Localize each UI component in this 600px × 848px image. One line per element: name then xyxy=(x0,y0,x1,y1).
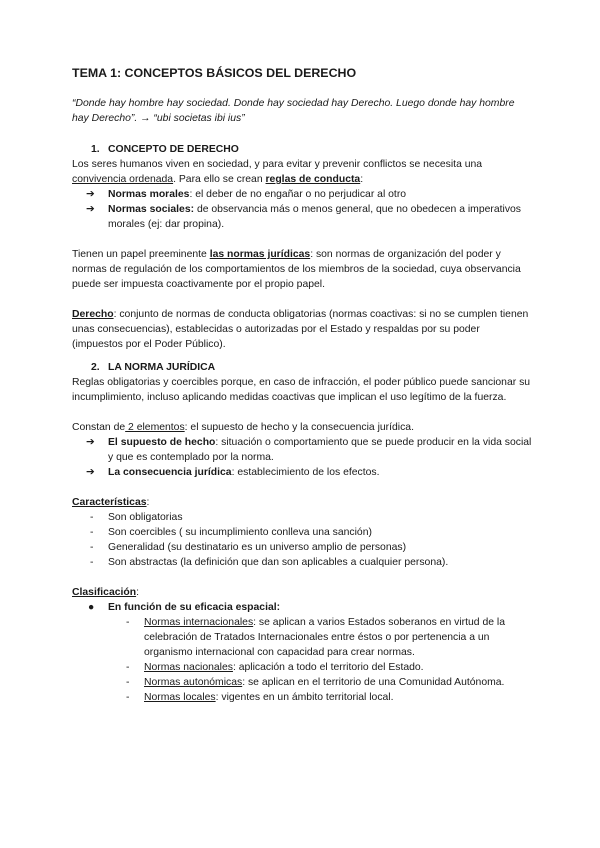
section-2-heading xyxy=(72,360,532,375)
dash-marker: - xyxy=(126,662,130,673)
reglas-de-conducta-term: reglas de conducta xyxy=(265,174,361,185)
bullet-icon: ● xyxy=(88,602,95,613)
normas-juridicas-paragraph: Tienen un papel preeminente las normas jurídicas: son normas de organización del poder y normas de regulación de los comportamientos de los miembros de la sociedad, cuya observancia puede ser impuesta coactivamente por el propio papel. xyxy=(72,249,521,290)
dash-marker: - xyxy=(90,527,94,538)
section-1-title: CONCEPTO DE DERECHO xyxy=(108,144,239,155)
dash-marker: - xyxy=(126,692,130,703)
list-item: - Normas autonómicas: se aplican en el territorio de una Comunidad Autónoma. xyxy=(126,677,505,688)
list-item: - Normas nacionales: aplicación a todo el territorio del Estado. xyxy=(126,662,424,673)
elementos-list xyxy=(72,435,532,480)
arrow-icon: ➔ xyxy=(86,189,95,200)
dash-marker: - xyxy=(126,677,130,688)
normas-juridicas-term: las normas jurídicas xyxy=(209,249,311,260)
section-1-intro: Los seres humanos viven en sociedad, y para evitar y prevenir conflictos se necesita una convivencia ordenada. Para ello se crean reglas de conducta: xyxy=(72,159,483,185)
elementos-term: 2 elementos xyxy=(125,422,185,433)
convivencia-ordenada-term: convivencia ordenada xyxy=(72,174,174,185)
clasificacion-list xyxy=(72,600,532,615)
opening-quote: “Donde hay hombre hay sociedad. Donde hay sociedad hay Derecho. Luego donde hay hombre hay Derecho”. → “ubi societas ibi ius” xyxy=(72,98,515,124)
list-item: ➔ La consecuencia jurídica: establecimiento de los efectos. xyxy=(86,467,380,478)
normas-list xyxy=(72,187,532,232)
document-page xyxy=(72,64,532,705)
dash-marker: - xyxy=(90,542,94,553)
arrow-icon: ➔ xyxy=(86,467,95,478)
section-2-intro: Reglas obligatorias y coercibles porque, en caso de infracción, el poder público puede sancionar su incumplimiento, incluso aplicando medidas coactivas que implican el uso legítimo de la fuerza. xyxy=(72,377,531,403)
section-2-title: LA NORMA JURÍDICA xyxy=(108,362,216,373)
dash-marker: - xyxy=(126,617,130,628)
clasificacion-heading: Clasificación: xyxy=(72,587,139,598)
dash-marker: - xyxy=(90,557,94,568)
list-item: ● En función de su eficacia espacial: xyxy=(88,602,281,613)
list-item: - Son obligatorias xyxy=(90,512,183,523)
caracteristicas-heading: Características: xyxy=(72,497,150,508)
section-1-heading xyxy=(72,142,532,157)
elementos-paragraph: Constan de 2 elementos: el supuesto de hecho y la consecuencia jurídica. xyxy=(72,422,414,433)
list-item: ➔ Normas morales: el deber de no engañar o no perjudicar al otro xyxy=(86,189,407,200)
arrow-icon: ➔ xyxy=(86,437,95,448)
derecho-definition: Derecho: conjunto de normas de conducta obligatorias (normas coactivas: si no se cumplen tienen unas consecuencias), establecidas o autorizadas por el Estado y respaldas por su poder (impuestos por el Poder Público). xyxy=(72,309,529,350)
dash-marker: - xyxy=(90,512,94,523)
arrow-icon: ➔ xyxy=(86,204,95,215)
list-item: - Normas internacionales: se aplican a varios Estados soberanos en virtud de la celebración de Tratados Internacionales entre éstos o por pertenencia a un organismo internacional con capacidad para crear normas. xyxy=(126,617,505,658)
derecho-term: Derecho xyxy=(72,309,114,320)
document-title: TEMA 1: CONCEPTOS BÁSICOS DEL DERECHO xyxy=(72,66,357,80)
list-item: - Generalidad (su destinatario es un universo amplio de personas) xyxy=(90,542,407,553)
eficacia-espacial-list xyxy=(72,615,532,705)
section-1-number: 1. xyxy=(91,144,100,155)
caracteristicas-list xyxy=(72,510,532,570)
section-2-number: 2. xyxy=(91,362,100,373)
list-item: ➔ Normas sociales: de observancia más o menos general, que no obedecen a imperativos morales (ej: dar propina). xyxy=(86,204,521,230)
list-item: - Son abstractas (la definición que dan son aplicables a cualquier persona). xyxy=(90,557,449,568)
list-item: ➔ El supuesto de hecho: situación o comportamiento que se puede producir en la vida social y que es contemplado por la norma. xyxy=(86,437,532,463)
list-item: - Son coercibles ( su incumplimiento conlleva una sanción) xyxy=(90,527,372,538)
list-item: - Normas locales: vigentes en un ámbito territorial local. xyxy=(126,692,394,703)
